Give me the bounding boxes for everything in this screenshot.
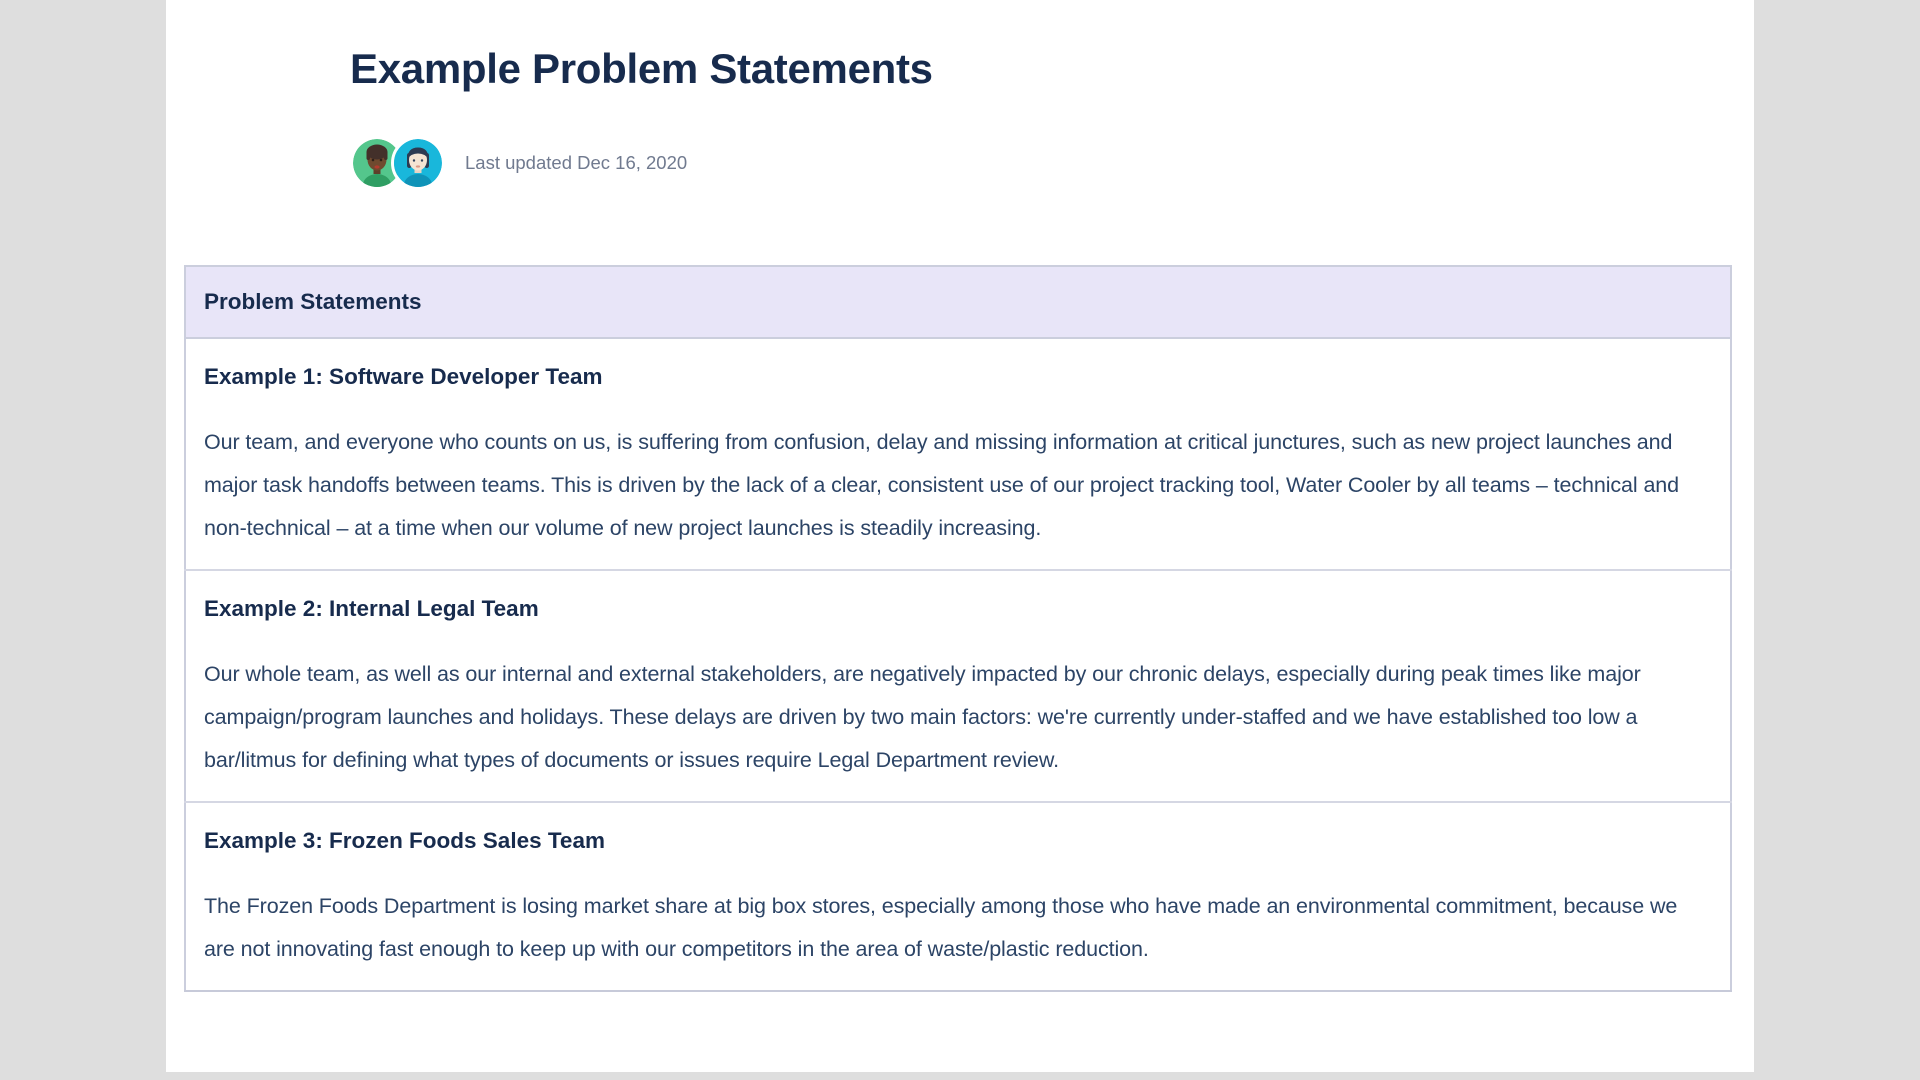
document-page: [166, 0, 1754, 1072]
problem-statements-table: [184, 265, 1732, 992]
table-row: [185, 338, 1731, 570]
example-3-heading: Example 3: Frozen Foods Sales Team: [204, 828, 605, 853]
example-2-cell: [185, 570, 1731, 802]
table-row: [185, 802, 1731, 991]
example-2-body: Our whole team, as well as our internal and external stakeholders, are negatively impacted by our chronic delays, especially during peak times like major campaign/program launches and holidays. These delays are driven by two main factors: we're currently under-staffed and we have established too low a bar/litmus for defining what types of documents or issues require Legal Department review.: [204, 662, 1641, 772]
table-row: [185, 570, 1731, 802]
page-meta: [350, 136, 1754, 190]
author-avatars: [350, 136, 445, 190]
example-1-cell: [185, 338, 1731, 570]
example-1-heading: Example 1: Software Developer Team: [204, 364, 603, 389]
page-title: Example Problem Statements: [350, 45, 933, 92]
last-updated-label: Last updated Dec 16, 2020: [465, 152, 688, 173]
table-header-row: [185, 266, 1731, 338]
example-3-cell: [185, 802, 1731, 991]
author-avatar-teal-icon[interactable]: [391, 136, 445, 190]
example-3-body: The Frozen Foods Department is losing market share at big box stores, especially among those who have made an environmental commitment, because we are not innovating fast enough to keep up with our competitors in the area of waste/plastic reduction.: [204, 894, 1678, 961]
example-1-body: Our team, and everyone who counts on us, is suffering from confusion, delay and missing information at critical junctures, such as new project launches and major task handoffs between teams. This is driven by the lack of a clear, consistent use of our project tracking tool, Water Cooler by all teams – technical and non-technical – at a time when our volume of new project launches is steadily increasing.: [204, 430, 1680, 540]
table-header-cell: Problem Statements: [185, 266, 1731, 338]
example-2-heading: Example 2: Internal Legal Team: [204, 596, 539, 621]
